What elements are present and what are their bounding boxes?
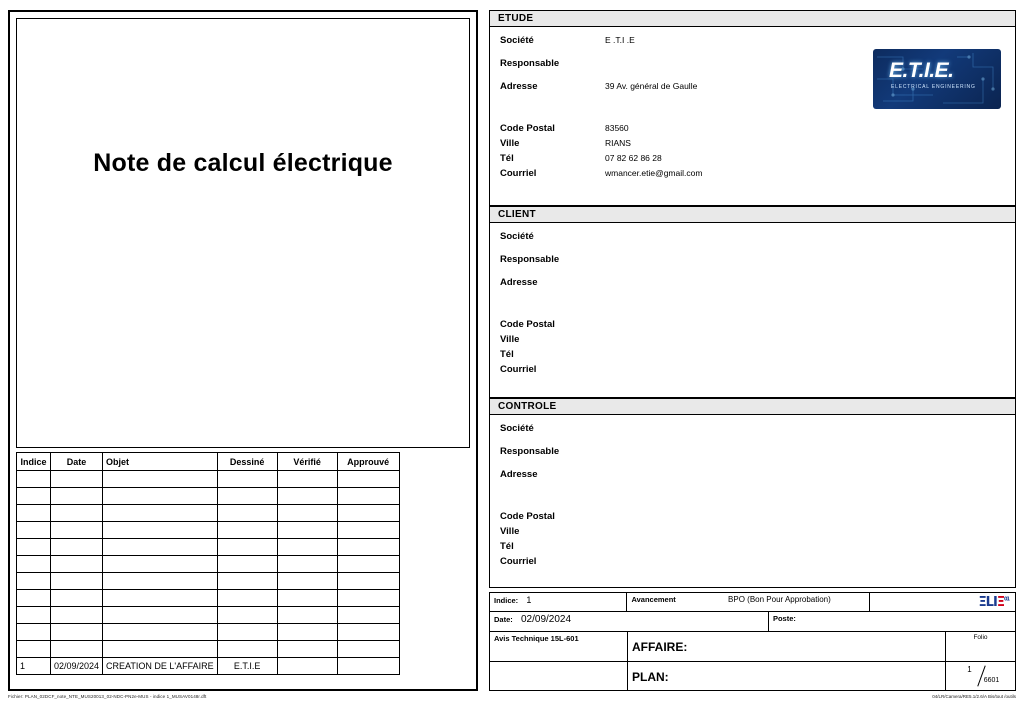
field-societe-label: Société — [500, 35, 534, 46]
field-adresse — [500, 81, 1005, 123]
cell-verifie — [277, 573, 337, 590]
cell-dessine — [217, 539, 277, 556]
client-field-adresse — [500, 277, 1005, 319]
avis-technique-label: Avis Technique 15L-601 — [494, 634, 579, 643]
table-row — [17, 573, 400, 590]
cell-date — [51, 488, 103, 505]
section-client-body — [490, 223, 1015, 398]
page-title: Note de calcul électrique — [93, 148, 393, 177]
field-ville-label: Ville — [500, 138, 520, 149]
cell-date — [51, 573, 103, 590]
cell-dessine — [217, 573, 277, 590]
cell-objet — [103, 607, 218, 624]
cell-dessine — [217, 505, 277, 522]
section-etude-header: ETUDE — [490, 11, 1015, 27]
controle-field-courriel-label: Courriel — [500, 556, 537, 567]
title-block-row-indice — [490, 593, 1015, 612]
col-header-date: Date — [51, 453, 103, 471]
controle-field-responsable-label: Responsable — [500, 446, 560, 457]
col-header-objet: Objet — [103, 453, 218, 471]
footer-right-note: 04/LR/Camera/RE5.1/2.6/A Bis/tout /outils — [932, 694, 1016, 699]
revision-table — [16, 452, 400, 675]
cell-folio-header — [946, 632, 1015, 662]
section-controle-header: CONTROLE — [490, 399, 1015, 415]
cell-date — [490, 612, 769, 632]
cell-dessine — [217, 471, 277, 488]
cell-verifie — [277, 590, 337, 607]
cell-dessine — [217, 488, 277, 505]
cell-verifie — [277, 556, 337, 573]
controle-field-courriel — [500, 556, 1005, 571]
cell-blank — [490, 662, 628, 691]
col-header-dessine: Dessiné — [217, 453, 277, 471]
field-adresse-value: 39 Av. général de Gaulle — [605, 81, 698, 91]
field-adresse-label: Adresse — [500, 81, 538, 92]
etie-logo-subtitle: ELECTRICAL ENGINEERING — [891, 84, 976, 90]
title-box — [16, 18, 470, 448]
cell-approuve — [337, 522, 399, 539]
field-code-postal — [500, 123, 1005, 138]
controle-field-tel-label: Tél — [500, 541, 514, 552]
client-field-adresse-label: Adresse — [500, 277, 538, 288]
table-row — [17, 607, 400, 624]
controle-field-tel — [500, 541, 1005, 556]
controle-field-code-postal-label: Code Postal — [500, 511, 555, 522]
right-column — [489, 10, 1016, 691]
client-field-tel-label: Tél — [500, 349, 514, 360]
affaire-label: AFFAIRE: — [632, 640, 688, 654]
cell-date — [51, 556, 103, 573]
date-label: Date: — [494, 615, 513, 624]
table-row — [17, 658, 400, 675]
folio-denominator: 6601 — [983, 677, 1000, 684]
controle-field-code-postal — [500, 511, 1005, 526]
cell-elie-logo — [870, 593, 1015, 612]
cell-approuve — [337, 607, 399, 624]
cell-indice-block — [490, 593, 627, 612]
indice-label: Indice: — [494, 596, 519, 605]
cell-objet — [103, 522, 218, 539]
field-responsable-label: Responsable — [500, 58, 560, 69]
field-courriel-label: Courriel — [500, 168, 537, 179]
col-header-approuve: Approuvé — [337, 453, 399, 471]
client-field-societe — [500, 231, 1005, 254]
client-field-responsable-label: Responsable — [500, 254, 560, 265]
cell-date — [51, 539, 103, 556]
cell-indice — [17, 505, 51, 522]
client-field-courriel-label: Courriel — [500, 364, 537, 375]
cell-verifie — [277, 488, 337, 505]
controle-field-societe-label: Société — [500, 423, 534, 434]
cell-dessine: E.T.I.E — [217, 658, 277, 675]
client-field-code-postal — [500, 319, 1005, 334]
cell-verifie — [277, 624, 337, 641]
table-row — [17, 539, 400, 556]
cell-verifie — [277, 471, 337, 488]
cell-indice: 1 — [17, 658, 51, 675]
cell-objet — [103, 505, 218, 522]
cell-indice — [17, 539, 51, 556]
cell-approuve — [337, 488, 399, 505]
col-header-verifie: Vérifié — [277, 453, 337, 471]
poste-label: Poste: — [772, 614, 796, 623]
cell-objet — [103, 556, 218, 573]
cell-verifie — [277, 641, 337, 658]
title-block-row-plan — [490, 662, 1015, 691]
controle-field-ville-label: Ville — [500, 526, 520, 537]
table-header-row — [17, 453, 400, 471]
cell-approuve — [337, 556, 399, 573]
field-tel-value: 07 82 62 86 28 — [605, 153, 662, 163]
elie-logo-sup: 01 — [1004, 596, 1009, 603]
section-controle-body — [490, 415, 1015, 588]
table-row — [17, 505, 400, 522]
table-row — [17, 522, 400, 539]
indice-value: 1 — [526, 595, 532, 605]
cell-indice — [17, 641, 51, 658]
cell-approuve — [337, 590, 399, 607]
cell-indice — [17, 471, 51, 488]
cell-dessine — [217, 607, 277, 624]
date-value: 02/09/2024 — [521, 614, 572, 625]
cell-objet — [103, 590, 218, 607]
client-field-tel — [500, 349, 1005, 364]
cell-approuve — [337, 573, 399, 590]
cell-indice — [17, 573, 51, 590]
section-client — [489, 206, 1016, 398]
field-societe-value: E .T.I .E — [605, 35, 635, 45]
folio-label: Folio — [973, 634, 988, 641]
cell-objet — [103, 573, 218, 590]
cell-approuve — [337, 658, 399, 675]
cell-objet — [103, 624, 218, 641]
footer-file-path: Fichier: PLAN_02DCF_note_NTE_MUS20013_02-NDC-PN2e-MUS - indice 1_MUSAV0148r.dft — [8, 694, 207, 699]
cell-avis-technique — [490, 632, 628, 662]
cell-dessine — [217, 641, 277, 658]
client-field-responsable — [500, 254, 1005, 277]
section-etude — [489, 10, 1016, 206]
cell-date — [51, 505, 103, 522]
title-block-row-date — [490, 612, 1015, 632]
cell-approuve — [337, 471, 399, 488]
cell-date — [51, 641, 103, 658]
table-row — [17, 488, 400, 505]
cell-affaire — [628, 632, 946, 662]
field-courriel-value: wmancer.etie@gmail.com — [605, 168, 703, 178]
cell-objet — [103, 488, 218, 505]
cell-verifie — [277, 522, 337, 539]
client-field-ville — [500, 334, 1005, 349]
cell-date — [51, 471, 103, 488]
cell-plan — [628, 662, 946, 691]
controle-field-societe — [500, 423, 1005, 446]
client-field-courriel — [500, 364, 1005, 379]
section-client-header: CLIENT — [490, 207, 1015, 223]
cell-dessine — [217, 624, 277, 641]
section-etude-body — [490, 27, 1015, 206]
cell-indice — [17, 556, 51, 573]
cell-objet — [103, 641, 218, 658]
table-row — [17, 556, 400, 573]
cell-date — [51, 522, 103, 539]
cell-folio-number — [946, 662, 1015, 691]
controle-field-adresse — [500, 469, 1005, 511]
cell-indice — [17, 607, 51, 624]
cell-approuve — [337, 641, 399, 658]
cell-dessine — [217, 522, 277, 539]
field-code-postal-label: Code Postal — [500, 123, 555, 134]
col-header-indice: Indice — [17, 453, 51, 471]
avancement-label: Avancement — [631, 595, 676, 604]
cell-dessine — [217, 556, 277, 573]
field-responsable — [500, 58, 1005, 81]
cell-date — [51, 607, 103, 624]
cell-verifie — [277, 505, 337, 522]
field-ville-value: RIANS — [605, 138, 631, 148]
field-code-postal-value: 83560 — [605, 123, 629, 133]
cell-verifie — [277, 539, 337, 556]
cell-indice — [17, 522, 51, 539]
cell-verifie — [277, 658, 337, 675]
table-row — [17, 641, 400, 658]
field-ville — [500, 138, 1005, 153]
client-field-societe-label: Société — [500, 231, 534, 242]
etie-logo-text: E.T.I.E. — [889, 59, 954, 82]
table-row — [17, 590, 400, 607]
cell-objet — [103, 471, 218, 488]
cell-dessine — [217, 590, 277, 607]
controle-field-responsable — [500, 446, 1005, 469]
cell-approuve — [337, 539, 399, 556]
cell-approuve — [337, 624, 399, 641]
cell-date — [51, 590, 103, 607]
cell-verifie — [277, 607, 337, 624]
title-block — [489, 592, 1016, 691]
field-societe — [500, 35, 1005, 58]
cell-avancement — [627, 593, 869, 612]
field-tel — [500, 153, 1005, 168]
table-row — [17, 624, 400, 641]
cell-indice — [17, 488, 51, 505]
cell-approuve — [337, 505, 399, 522]
avancement-value: BPO (Bon Pour Approbation) — [728, 595, 831, 604]
cell-date: 02/09/2024 — [51, 658, 103, 675]
plan-label: PLAN: — [632, 670, 669, 684]
client-field-code-postal-label: Code Postal — [500, 319, 555, 330]
controle-field-adresse-label: Adresse — [500, 469, 538, 480]
client-field-ville-label: Ville — [500, 334, 520, 345]
title-block-row-affaire — [490, 632, 1015, 662]
cell-poste — [769, 612, 1015, 632]
cell-objet — [103, 539, 218, 556]
cell-indice — [17, 624, 51, 641]
field-courriel — [500, 168, 1005, 183]
folio-numerator: 1 — [967, 665, 972, 674]
elie-logo: ΞLIΞ$^{01}$ — [978, 595, 1009, 610]
cell-date — [51, 624, 103, 641]
cell-objet: CREATION DE L'AFFAIRE — [103, 658, 218, 675]
cell-indice — [17, 590, 51, 607]
left-panel — [8, 10, 478, 691]
field-tel-label: Tél — [500, 153, 514, 164]
section-controle — [489, 398, 1016, 588]
table-row — [17, 471, 400, 488]
controle-field-ville — [500, 526, 1005, 541]
